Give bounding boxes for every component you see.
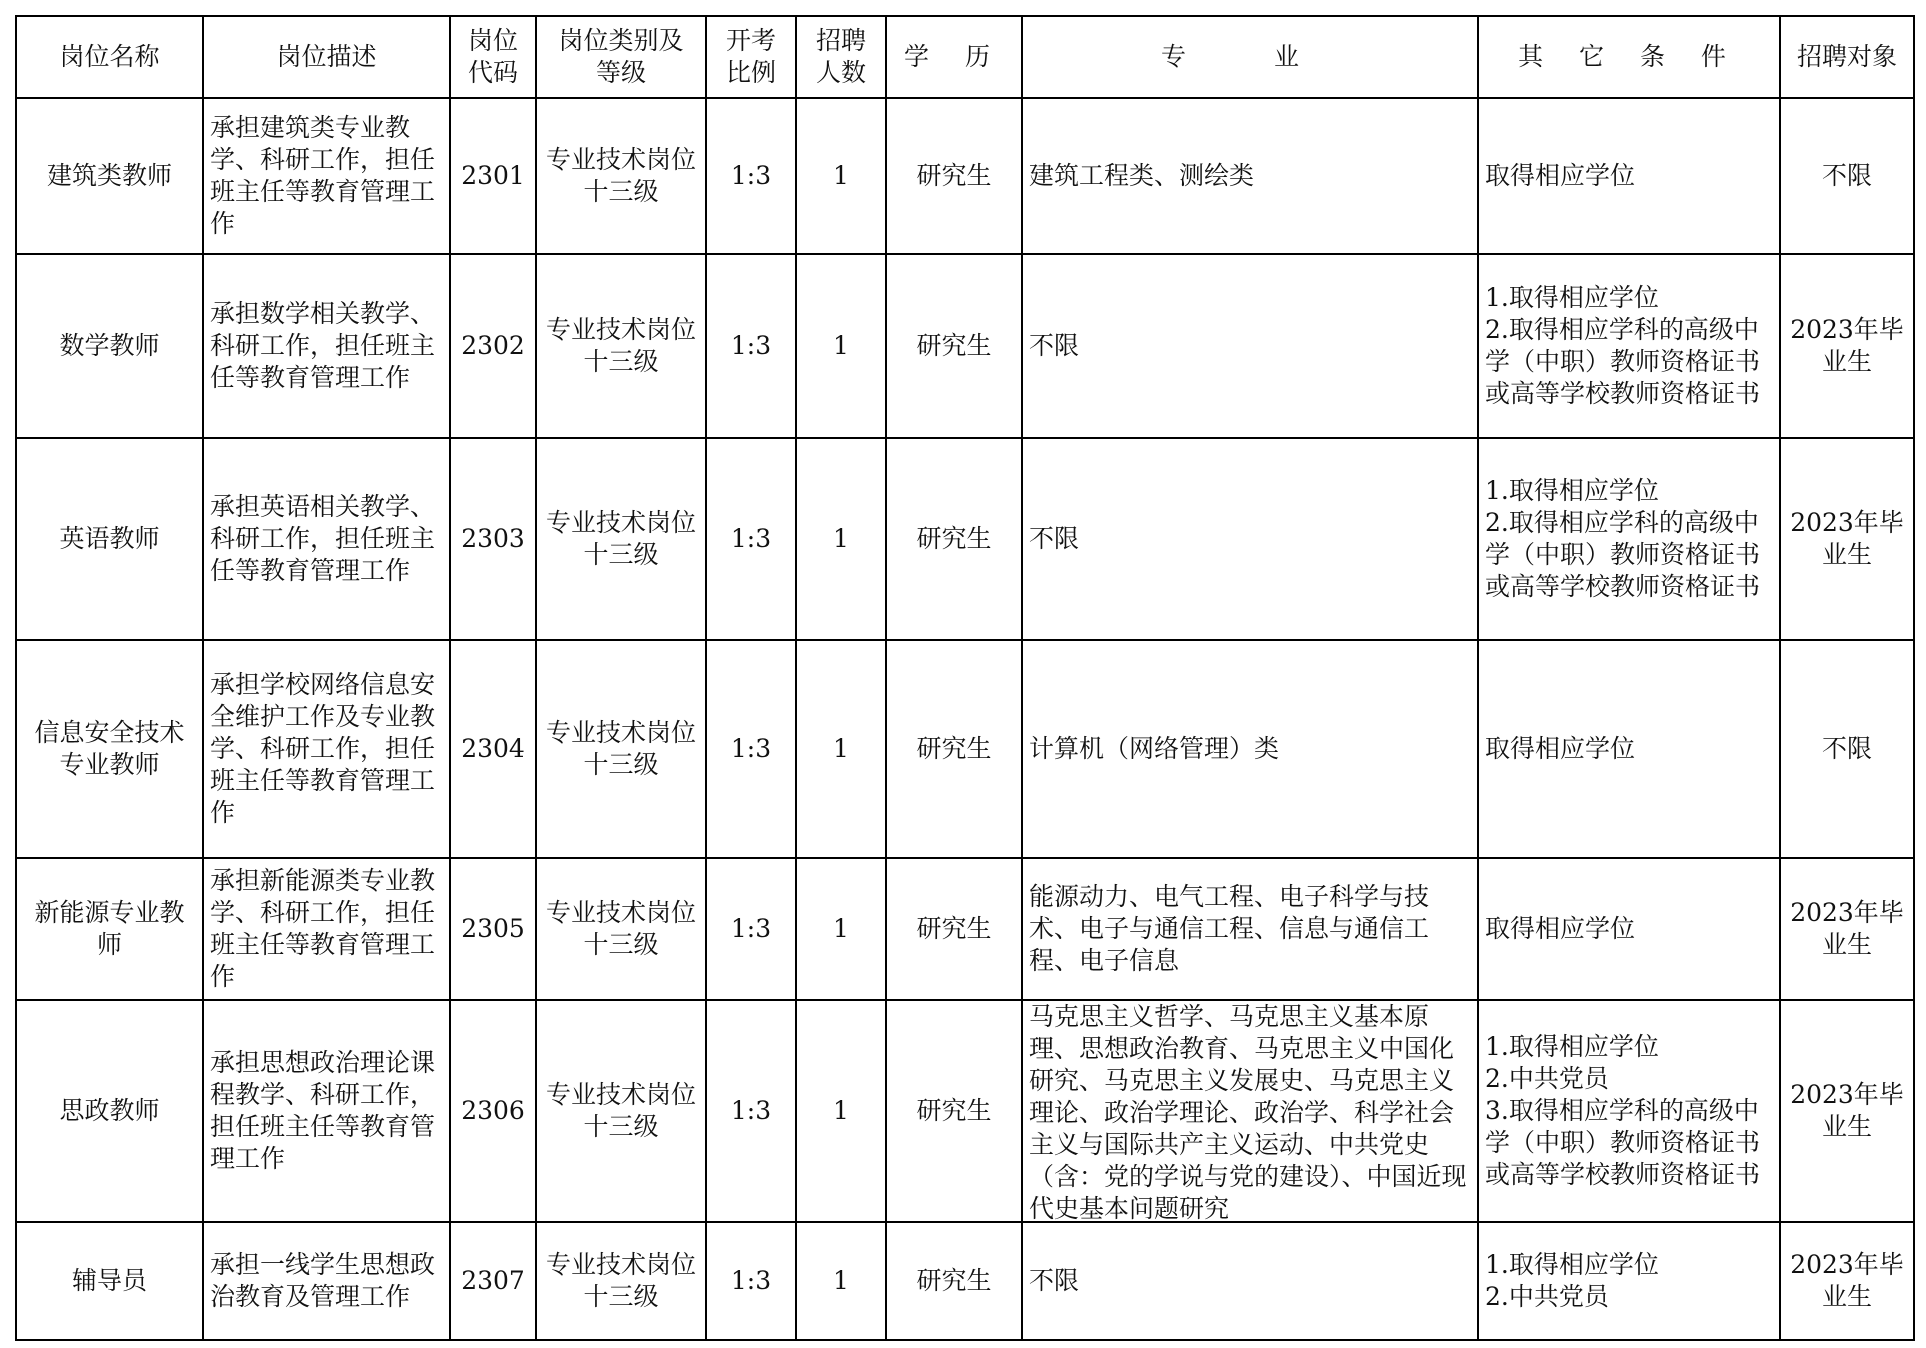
- education: 研究生: [886, 438, 1022, 640]
- header-exam-ratio: 开考 比例: [706, 16, 796, 98]
- position-name: 思政教师: [16, 1000, 203, 1222]
- position-category: 专业技术岗位十三级: [536, 254, 706, 438]
- major-text: 马克思主义哲学、马克思主义基本原理、思想政治教育、马克思主义中国化研究、马克思主义发展史、马克思主义理论、政治学理论、政治学、科学社会主义与国际共产主义运动、中共党史（含：党的学说与党的建设）、中国近现代史基本问题研究: [1029, 1002, 1467, 1221]
- other-conditions: 1.取得相应学位 2.中共党员: [1478, 1222, 1780, 1340]
- recruitment-target: 不限: [1780, 640, 1914, 858]
- header-major: 专 业: [1022, 16, 1478, 98]
- position-description: 承担一线学生思想政治教育及管理工作: [203, 1222, 450, 1340]
- recruitment-target: 2023年毕业生: [1780, 858, 1914, 1000]
- header-other-conditions: 其 它 条 件: [1478, 16, 1780, 98]
- position-category: 专业技术岗位十三级: [536, 1000, 706, 1222]
- major: 不限: [1022, 254, 1478, 438]
- position-category: 专业技术岗位十三级: [536, 640, 706, 858]
- position-code: 2305: [450, 858, 536, 1000]
- table-row: [16, 1222, 1914, 1340]
- other-conditions: 取得相应学位: [1478, 640, 1780, 858]
- position-description: 承担思想政治理论课程教学、科研工作，担任班主任等教育管理工作: [203, 1000, 450, 1222]
- position-category: 专业技术岗位十三级: [536, 438, 706, 640]
- education: 研究生: [886, 1222, 1022, 1340]
- other-conditions: 1.取得相应学位 2.取得相应学科的高级中学（中职）教师资格证书或高等学校教师资格证书: [1478, 254, 1780, 438]
- position-description: 承担学校网络信息安全维护工作及专业教学、科研工作，担任班主任等教育管理工作: [203, 640, 450, 858]
- recruitment-target: 不限: [1780, 98, 1914, 254]
- other-conditions: 1.取得相应学位 2.取得相应学科的高级中学（中职）教师资格证书或高等学校教师资格证书: [1478, 438, 1780, 640]
- header-position-category: 岗位类别及 等级: [536, 16, 706, 98]
- hire-count: 1: [796, 640, 886, 858]
- exam-ratio: 1:3: [706, 858, 796, 1000]
- position-name: 建筑类教师: [16, 98, 203, 254]
- position-description: 承担数学相关教学、科研工作，担任班主任等教育管理工作: [203, 254, 450, 438]
- exam-ratio: 1:3: [706, 98, 796, 254]
- position-name: 辅导员: [16, 1222, 203, 1340]
- header-education: 学 历: [886, 16, 1022, 98]
- major: [1022, 1000, 1478, 1222]
- position-category: 专业技术岗位十三级: [536, 98, 706, 254]
- education: 研究生: [886, 1000, 1022, 1222]
- position-category: 专业技术岗位十三级: [536, 1222, 706, 1340]
- other-conditions: 1.取得相应学位 2.中共党员 3.取得相应学科的高级中学（中职）教师资格证书或高等学校教师资格证书: [1478, 1000, 1780, 1222]
- exam-ratio: 1:3: [706, 1222, 796, 1340]
- position-code: 2302: [450, 254, 536, 438]
- exam-ratio: 1:3: [706, 438, 796, 640]
- position-description: 承担建筑类专业教学、科研工作，担任班主任等教育管理工作: [203, 98, 450, 254]
- position-code: 2306: [450, 1000, 536, 1222]
- education: 研究生: [886, 98, 1022, 254]
- table-row: [16, 254, 1914, 438]
- table-row: [16, 1000, 1914, 1222]
- position-name: 数学教师: [16, 254, 203, 438]
- major: 计算机（网络管理）类: [1022, 640, 1478, 858]
- position-description: 承担英语相关教学、科研工作，担任班主任等教育管理工作: [203, 438, 450, 640]
- position-name: 信息安全技术专业教师: [16, 640, 203, 858]
- hire-count: 1: [796, 1000, 886, 1222]
- header-hire-count: 招聘 人数: [796, 16, 886, 98]
- hire-count: 1: [796, 1222, 886, 1340]
- education: 研究生: [886, 254, 1022, 438]
- header-recruitment-target: 招聘对象: [1780, 16, 1914, 98]
- table-row: [16, 640, 1914, 858]
- other-conditions: 取得相应学位: [1478, 98, 1780, 254]
- hire-count: 1: [796, 254, 886, 438]
- education: 研究生: [886, 640, 1022, 858]
- recruitment-target: 2023年毕业生: [1780, 1222, 1914, 1340]
- table-row: [16, 438, 1914, 640]
- hire-count: 1: [796, 438, 886, 640]
- hire-count: 1: [796, 98, 886, 254]
- header-position-code: 岗位 代码: [450, 16, 536, 98]
- header-row: [16, 16, 1914, 98]
- position-category: 专业技术岗位十三级: [536, 858, 706, 1000]
- table-row: [16, 858, 1914, 1000]
- position-code: 2303: [450, 438, 536, 640]
- education: 研究生: [886, 858, 1022, 1000]
- position-name: 英语教师: [16, 438, 203, 640]
- recruitment-table: [15, 15, 1915, 1341]
- other-conditions: 取得相应学位: [1478, 858, 1780, 1000]
- major: 不限: [1022, 1222, 1478, 1340]
- exam-ratio: 1:3: [706, 1000, 796, 1222]
- exam-ratio: 1:3: [706, 254, 796, 438]
- position-description: 承担新能源类专业教学、科研工作，担任班主任等教育管理工作: [203, 858, 450, 1000]
- position-code: 2304: [450, 640, 536, 858]
- header-position-description: 岗位描述: [203, 16, 450, 98]
- hire-count: 1: [796, 858, 886, 1000]
- major: 不限: [1022, 438, 1478, 640]
- major: 能源动力、电气工程、电子科学与技术、电子与通信工程、信息与通信工程、电子信息: [1022, 858, 1478, 1000]
- position-code: 2307: [450, 1222, 536, 1340]
- recruitment-target: 2023年毕业生: [1780, 438, 1914, 640]
- major: 建筑工程类、测绘类: [1022, 98, 1478, 254]
- exam-ratio: 1:3: [706, 640, 796, 858]
- recruitment-target: 2023年毕业生: [1780, 254, 1914, 438]
- table-row: [16, 98, 1914, 254]
- header-position-name: 岗位名称: [16, 16, 203, 98]
- recruitment-target: 2023年毕业生: [1780, 1000, 1914, 1222]
- position-code: 2301: [450, 98, 536, 254]
- position-name: 新能源专业教师: [16, 858, 203, 1000]
